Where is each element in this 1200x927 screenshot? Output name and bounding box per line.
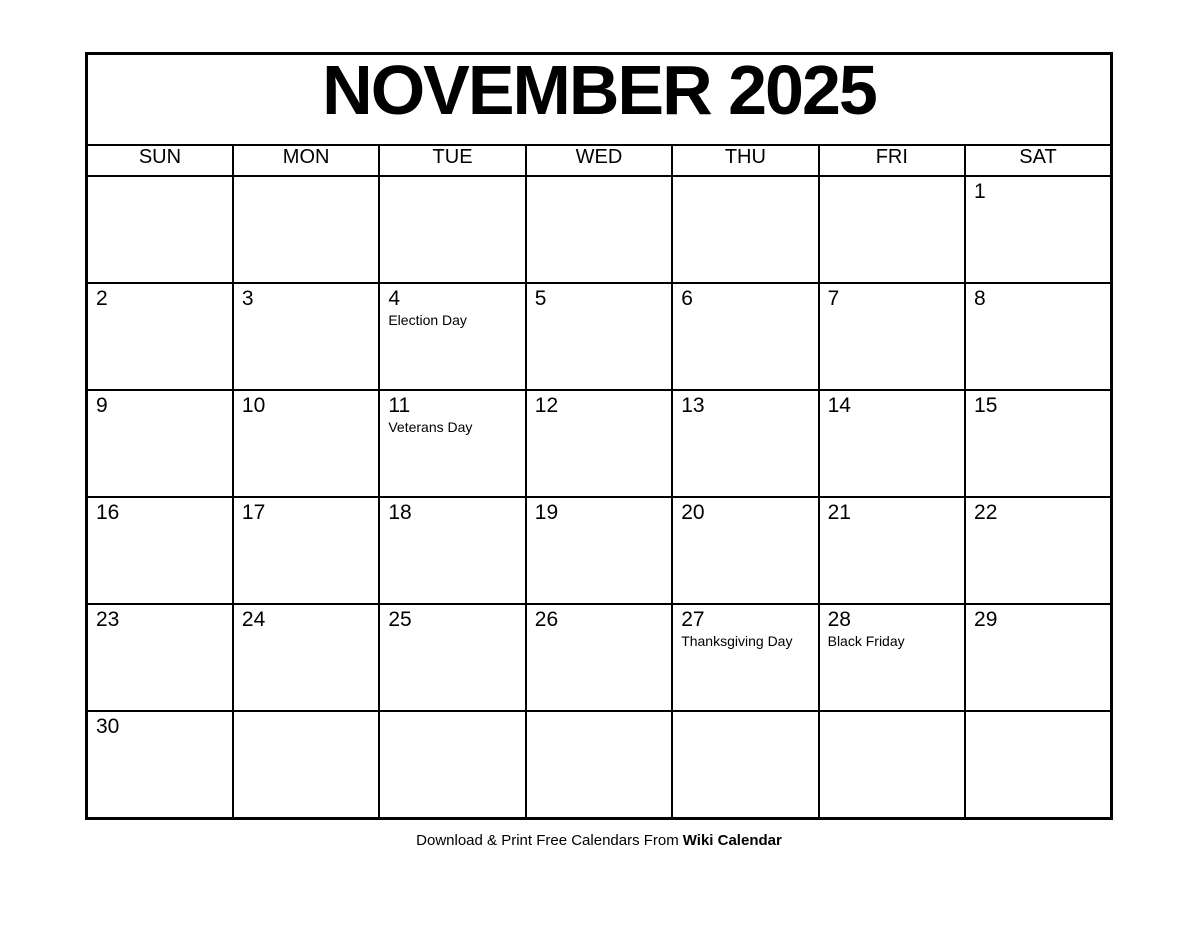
day-number bbox=[234, 177, 378, 204]
holiday-label: Election Day bbox=[388, 312, 467, 329]
holiday-label bbox=[527, 739, 671, 740]
holiday-label bbox=[820, 311, 964, 312]
weekday-header-tue: TUE bbox=[379, 145, 525, 176]
holiday-label bbox=[234, 311, 378, 312]
holiday-label bbox=[527, 204, 671, 205]
holiday-label: Thanksgiving Day bbox=[681, 633, 793, 650]
holiday-label bbox=[820, 739, 964, 740]
day-cell bbox=[672, 283, 818, 390]
day-number: 9 bbox=[96, 394, 108, 417]
holiday-label bbox=[673, 525, 817, 526]
day-cell bbox=[819, 604, 965, 711]
holiday-label bbox=[234, 204, 378, 205]
day-cell bbox=[965, 711, 1111, 819]
holiday-label bbox=[88, 418, 232, 419]
day-number bbox=[527, 712, 671, 739]
holiday-label bbox=[380, 204, 524, 205]
day-cell bbox=[87, 176, 233, 283]
day-cell bbox=[87, 497, 233, 604]
day-cell bbox=[379, 176, 525, 283]
day-number: 5 bbox=[534, 287, 547, 310]
calendar-table bbox=[85, 52, 1113, 820]
day-number: 6 bbox=[681, 287, 693, 310]
day-number bbox=[380, 177, 524, 204]
day-cell bbox=[672, 390, 818, 497]
day-cell bbox=[87, 283, 233, 390]
weekday-header-row bbox=[87, 145, 1112, 176]
holiday-label bbox=[380, 525, 524, 526]
day-cell bbox=[233, 497, 379, 604]
footer-text: Download & Print Free Calendars From bbox=[416, 832, 679, 849]
day-number: 25 bbox=[388, 608, 412, 631]
day-number: 16 bbox=[96, 501, 120, 524]
day-cell bbox=[233, 711, 379, 819]
day-cell bbox=[379, 283, 525, 390]
day-cell bbox=[526, 497, 672, 604]
day-number: 23 bbox=[96, 608, 120, 631]
weekday-header-sat: SAT bbox=[965, 145, 1111, 176]
day-cell bbox=[87, 711, 233, 819]
day-cell bbox=[379, 711, 525, 819]
day-number bbox=[380, 712, 524, 739]
day-number bbox=[673, 177, 817, 204]
holiday-label bbox=[88, 311, 232, 312]
day-cell bbox=[965, 390, 1111, 497]
day-cell bbox=[819, 176, 965, 283]
holiday-label bbox=[966, 739, 1110, 740]
day-number bbox=[527, 177, 671, 204]
holiday-label bbox=[820, 204, 964, 205]
week-row bbox=[87, 390, 1112, 497]
holiday-label bbox=[966, 632, 1110, 633]
day-cell bbox=[526, 390, 672, 497]
day-number: 15 bbox=[974, 394, 998, 417]
day-cell bbox=[526, 176, 672, 283]
day-number bbox=[234, 712, 378, 739]
day-cell bbox=[672, 497, 818, 604]
day-cell bbox=[819, 283, 965, 390]
day-number: 12 bbox=[534, 394, 559, 417]
day-number: 17 bbox=[241, 501, 266, 524]
day-number: 20 bbox=[681, 501, 705, 524]
day-number: 8 bbox=[974, 287, 986, 310]
day-cell bbox=[379, 390, 525, 497]
day-cell bbox=[233, 604, 379, 711]
day-cell bbox=[672, 176, 818, 283]
day-cell bbox=[526, 283, 672, 390]
holiday-label bbox=[527, 311, 671, 312]
holiday-label bbox=[673, 418, 817, 419]
footer-credit bbox=[85, 831, 1113, 851]
day-number: 22 bbox=[974, 501, 998, 524]
day-number: 27 bbox=[681, 608, 705, 631]
holiday-label bbox=[673, 739, 817, 740]
day-cell bbox=[87, 604, 233, 711]
day-number: 19 bbox=[534, 501, 559, 524]
week-row bbox=[87, 176, 1112, 283]
holiday-label bbox=[88, 525, 232, 526]
calendar-container bbox=[85, 52, 1113, 820]
week-row bbox=[87, 604, 1112, 711]
holiday-label bbox=[380, 632, 524, 633]
day-cell bbox=[233, 283, 379, 390]
day-number: 28 bbox=[827, 608, 851, 631]
holiday-label bbox=[966, 418, 1110, 419]
day-number: 11 bbox=[388, 394, 411, 417]
holiday-label bbox=[527, 418, 671, 419]
title-row bbox=[87, 54, 1112, 146]
day-number: 24 bbox=[241, 608, 266, 631]
day-cell bbox=[233, 176, 379, 283]
holiday-label bbox=[88, 204, 232, 205]
day-number: 10 bbox=[241, 394, 266, 417]
day-cell bbox=[819, 390, 965, 497]
day-cell bbox=[526, 711, 672, 819]
weekday-header-fri: FRI bbox=[819, 145, 965, 176]
day-cell bbox=[672, 711, 818, 819]
day-number bbox=[673, 712, 817, 739]
holiday-label bbox=[673, 204, 817, 205]
day-number bbox=[820, 712, 964, 739]
holiday-label bbox=[234, 418, 378, 419]
holiday-label: Veterans Day bbox=[388, 419, 473, 436]
weekday-header-thu: THU bbox=[672, 145, 818, 176]
day-cell bbox=[672, 604, 818, 711]
day-number bbox=[88, 177, 232, 204]
day-number: 14 bbox=[827, 394, 851, 417]
holiday-label bbox=[527, 632, 671, 633]
holiday-label bbox=[966, 311, 1110, 312]
day-number: 7 bbox=[827, 287, 840, 310]
holiday-label bbox=[234, 739, 378, 740]
week-row bbox=[87, 497, 1112, 604]
day-number bbox=[820, 177, 964, 204]
holiday-label bbox=[234, 632, 378, 633]
day-cell bbox=[87, 390, 233, 497]
day-number: 29 bbox=[974, 608, 998, 631]
weekday-header-sun: SUN bbox=[87, 145, 233, 176]
day-number: 4 bbox=[388, 287, 401, 310]
holiday-label bbox=[380, 739, 524, 740]
day-cell bbox=[526, 604, 672, 711]
day-number: 26 bbox=[534, 608, 559, 631]
day-number: 1 bbox=[974, 180, 986, 203]
day-cell bbox=[379, 497, 525, 604]
day-cell bbox=[379, 604, 525, 711]
holiday-label bbox=[88, 632, 232, 633]
day-number: 30 bbox=[96, 715, 120, 738]
day-number: 3 bbox=[241, 287, 254, 310]
day-number: 2 bbox=[96, 287, 108, 310]
calendar-title: NOVEMBER 2025 bbox=[322, 51, 876, 129]
footer-brand: Wiki Calendar bbox=[682, 832, 782, 849]
holiday-label bbox=[966, 204, 1110, 205]
holiday-label bbox=[234, 525, 378, 526]
title-cell bbox=[87, 51, 1112, 146]
weekday-header-mon: MON bbox=[233, 145, 379, 176]
week-row bbox=[87, 283, 1112, 390]
day-number bbox=[966, 712, 1110, 739]
holiday-label: Black Friday bbox=[827, 633, 905, 650]
holiday-label bbox=[820, 418, 964, 419]
day-cell bbox=[965, 604, 1111, 711]
day-cell bbox=[965, 176, 1111, 283]
holiday-label bbox=[966, 525, 1110, 526]
holiday-label bbox=[673, 311, 817, 312]
day-cell bbox=[965, 497, 1111, 604]
weekday-header-wed: WED bbox=[526, 145, 672, 176]
day-cell bbox=[819, 497, 965, 604]
day-number: 21 bbox=[827, 501, 851, 524]
day-cell bbox=[233, 390, 379, 497]
day-number: 18 bbox=[388, 501, 412, 524]
holiday-label bbox=[527, 525, 671, 526]
holiday-label bbox=[820, 525, 964, 526]
week-row bbox=[87, 711, 1112, 819]
day-cell bbox=[965, 283, 1111, 390]
day-cell bbox=[819, 711, 965, 819]
holiday-label bbox=[88, 739, 232, 740]
day-number: 13 bbox=[681, 394, 705, 417]
